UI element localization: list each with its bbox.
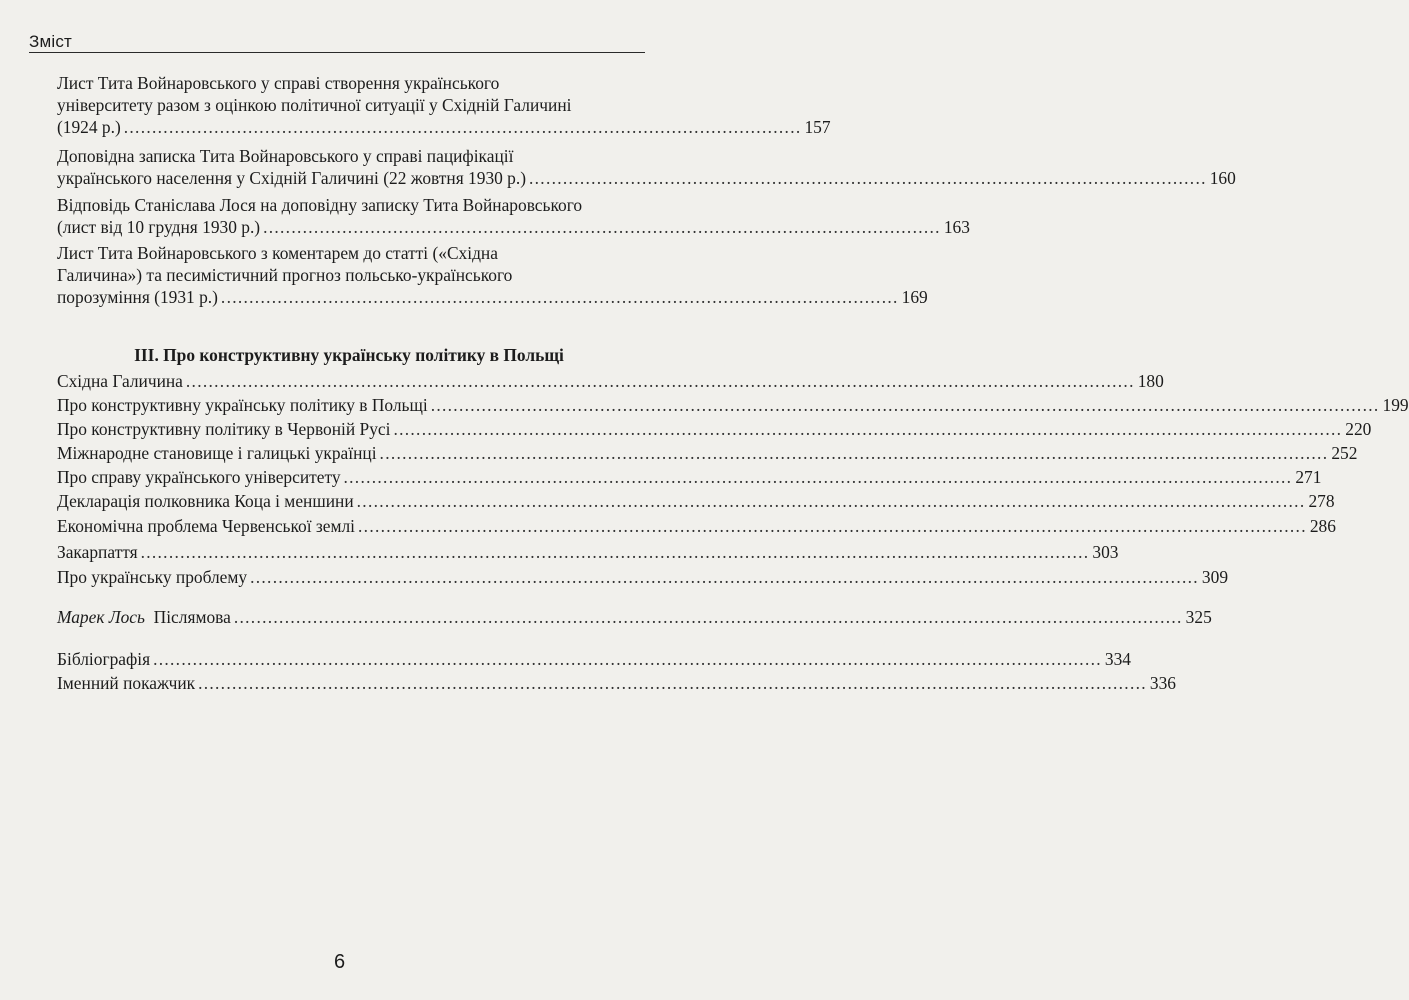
toc-entry — [57, 72, 831, 138]
toc-entry — [57, 515, 1336, 537]
page-number: 6 — [333, 951, 346, 973]
running-head: Зміст — [29, 32, 73, 51]
entry-title: українського населення у Східній Галичині (22 жовтня 1930 р.) — [57, 168, 527, 188]
dot-leader: ........................................................................................................................................................................ — [140, 542, 1090, 562]
toc-entry — [57, 418, 1372, 440]
entry-title: Декларація полковника Коца і меншини — [57, 491, 354, 511]
toc-entry — [57, 370, 1164, 392]
entry-page: 309 — [1201, 567, 1229, 587]
dot-leader: ........................................................................................................................................................................ — [393, 419, 1343, 439]
toc-entry — [57, 541, 1119, 563]
entry-page: 278 — [1308, 491, 1335, 511]
dot-leader: ........................................................................................................................................................................ — [233, 607, 1183, 627]
entry-title: Про конструктивну політику в Червоній Русі — [57, 419, 391, 439]
entry-title: Бібліографія — [57, 649, 151, 669]
afterword-title: Післямова — [153, 607, 231, 627]
entry-page: 325 — [1185, 607, 1212, 627]
toc-entry — [57, 194, 970, 238]
dot-leader: ........................................................................................................................ — [220, 287, 899, 307]
entry-line: Лист Тита Войнаровського з коментарем до статті («Східна — [57, 243, 498, 263]
toc-entry-afterword — [57, 606, 1212, 628]
entry-page: 286 — [1309, 516, 1336, 536]
entry-page: 169 — [901, 287, 928, 307]
afterword-author: Марек Лось — [57, 607, 145, 627]
entry-page: 271 — [1295, 467, 1322, 487]
header-rule — [29, 52, 645, 53]
section-heading: ІІІ. Про конструктивну українську політику в Польщі — [134, 345, 564, 365]
dot-leader: ........................................................................................................................................................................ — [343, 467, 1293, 487]
dot-leader: ........................................................................................................................ — [123, 117, 802, 137]
entry-title: Про конструктивну українську політику в Польщі — [57, 395, 428, 415]
entry-title: Про справу українського університету — [57, 467, 341, 487]
entry-page: 163 — [943, 217, 970, 237]
entry-title: (1924 р.) — [57, 117, 121, 137]
entry-title: Закарпаття — [57, 542, 138, 562]
entry-page: 199 — [1382, 395, 1409, 415]
dot-leader: ........................................................................................................................................................................ — [358, 516, 1307, 536]
entry-title: порозуміння (1931 р.) — [57, 287, 218, 307]
entry-line: Лист Тита Войнаровського у справі створення українського — [57, 73, 500, 93]
dot-leader: ........................................................................................................................................................................ — [379, 443, 1329, 463]
entry-title: Іменний покажчик — [57, 673, 196, 693]
toc-entry — [57, 242, 928, 308]
entry-page: 336 — [1149, 673, 1176, 693]
entry-page: 303 — [1092, 542, 1119, 562]
toc-entry — [57, 648, 1131, 670]
entry-page: 157 — [804, 117, 831, 137]
entry-line: Галичина») та песимістичний прогноз польсько-українського — [57, 265, 513, 285]
entry-title: Економічна проблема Червенської землі — [57, 516, 356, 536]
dot-leader: ........................................................................................................................................................................ — [250, 567, 1199, 587]
entry-page: 334 — [1104, 649, 1131, 669]
toc-entry — [57, 672, 1176, 694]
dot-leader: ........................................................................................................................................................................ — [153, 649, 1102, 669]
dot-leader: ........................................................................................................................................................................ — [356, 491, 1306, 511]
toc-entry — [57, 145, 1236, 189]
entry-page: 160 — [1209, 168, 1236, 188]
entry-page: 220 — [1345, 419, 1372, 439]
entry-line: університету разом з оцінкою політичної ситуації у Східній Галичині — [57, 95, 572, 115]
dot-leader: ........................................................................................................................ — [529, 168, 1207, 188]
entry-line: Відповідь Станіслава Лося на доповідну записку Тита Войнаровського — [57, 195, 583, 215]
toc-entry — [57, 490, 1335, 512]
dot-leader: ........................................................................................................................ — [263, 217, 941, 237]
toc-entry — [57, 466, 1322, 488]
toc-entry — [57, 394, 1409, 416]
toc-entry — [57, 442, 1358, 464]
entry-title: (лист від 10 грудня 1930 р.) — [57, 217, 261, 237]
entry-page: 180 — [1137, 371, 1164, 391]
toc-entry — [57, 566, 1229, 588]
dot-leader: ........................................................................................................................................................................ — [198, 673, 1147, 693]
entry-title: Міжнародне становище і галицькі українці — [57, 443, 377, 463]
entry-line: Доповідна записка Тита Войнаровського у справі пацифікації — [57, 146, 514, 166]
entry-title: Східна Галичина — [57, 371, 183, 391]
dot-leader: ........................................................................................................................................................................ — [185, 371, 1135, 391]
entry-title: Про українську проблему — [57, 567, 248, 587]
entry-page: 252 — [1331, 443, 1358, 463]
dot-leader: ........................................................................................................................................................................ — [430, 395, 1380, 415]
